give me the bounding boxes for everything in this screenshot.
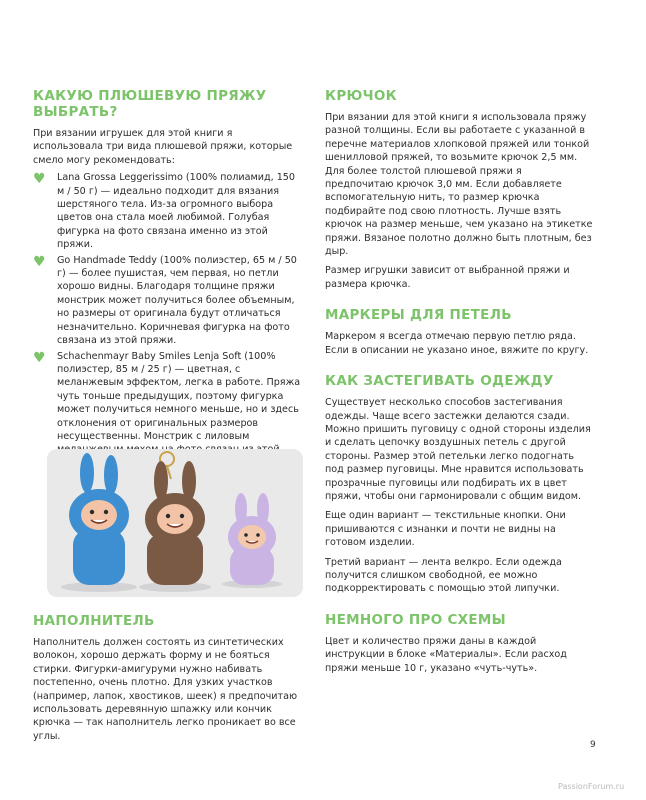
left-column — [33, 88, 305, 472]
hook-heading: КРЮЧОК — [325, 88, 397, 104]
markers-text: Маркером я всегда отмечаю первую петлю ряда. Если в описании не указано иное, вяжите по кругу. — [325, 331, 589, 356]
right-column — [325, 88, 593, 675]
brown-toy — [145, 461, 205, 585]
list-item — [33, 254, 305, 348]
clothes-section — [325, 373, 593, 596]
lilac-toy — [228, 493, 276, 585]
clothes-heading: КАК ЗАСТЕГИВАТЬ ОДЕЖДУ — [325, 373, 554, 390]
schemes-text: Цвет и количество пряжи даны в каждой инструкции в блоке «Материалы». Если расход пряжи меньше 10 г, указано «чуть-чуть». — [325, 635, 567, 674]
toys-illustration — [47, 449, 303, 597]
page-number: 9 — [590, 740, 596, 750]
list-item — [33, 171, 305, 251]
hook-paragraph: При вязании для этой книги я использовала пряжу разной толщины. Если вы работаете с указанной в перечне материалов хлопковой пряжей или тонкой шенилловой пряжей, то возьмите крючок 2,5 мм. Для более толстой плюшевой пряжи я предпочитаю крючок 3,0 мм. Если добавляете вспомогательную нить, то размер крючка подбирайте под свою плотность. Лучше взять крючок на размер меньше, чем указано на этикетке пряжи. Вязаное полотно должно быть плотным, без дыр. — [325, 112, 593, 258]
filler-heading: НАПОЛНИТЕЛЬ — [33, 613, 155, 629]
markers-heading: МАРКЕРЫ ДЛЯ ПЕТЕЛЬ — [325, 307, 512, 324]
toys-photo — [47, 449, 303, 597]
hook-section — [325, 88, 593, 291]
schemes-section — [325, 612, 593, 675]
yarn-list — [33, 171, 305, 470]
yarn-section — [33, 88, 305, 470]
heart-icon: ♥ — [33, 349, 46, 366]
yarn-heading: КАКУЮ ПЛЮШЕВУЮ ПРЯЖУ ВЫБРАТЬ? — [33, 88, 267, 120]
clothes-paragraph: Третий вариант — лента велкро. Если одежда получится слишком свободной, ее можно подкорректировать с помощью этой липучки. — [325, 556, 562, 595]
yarn-item-text: Schachenmayr Baby Smiles Lenja Soft (100% полиэстер, 85 м / 25 г) — цветная, с меланжевым эффектом, легка в работе. Пряжа чуть тоньше предыдущих, поэтому фигурка может получиться немного меньше, но и здесь отклонения от оригинальных размеров несущественны. Монстрик с лиловым — [57, 350, 301, 442]
blue-toy — [69, 453, 129, 585]
filler-section — [33, 613, 305, 743]
filler-text: Наполнитель должен состоять из синтетических волокон, хорошо держать форму и не бояться стирки. Фигурки-амигуруми нужно набивать постепенно, очень плотно. Для узких участков (например, лапок, хвостиков, шеек) я предпочитаю использовать деревянную шпажку или кончик крючка — так наполнитель легко проникает во все углы. — [33, 637, 298, 742]
schemes-heading: НЕМНОГО ПРО СХЕМЫ — [325, 611, 506, 628]
heart-icon: ♥ — [33, 253, 46, 270]
yarn-item-text: Lana Grossa Leggerissimo (100% полиамид, 150 м / 50 г) — идеально подходит для вязания шерстяного тела. Из-за огромного выбора цветов она стала моей любимой. Голубая фигурка на фото связана именно из этой пряжи. — [57, 172, 296, 251]
heart-icon: ♥ — [33, 171, 46, 188]
clothes-paragraph: Существует несколько способов застегивания одежды. Чаще всего застежки делаются сзади. Можно пришить пуговицу с одной стороны изделия и сделать цепочку воздушных петель с другой стороны. Размер этой петельки легко подогнать под размер пуговицы. Мне нравится использовать прозрачные пуговицы или подбирать их в цвет пряжи, чтобы они гармонировали с общим видом. — [325, 397, 591, 502]
clothes-paragraph: Еще один вариант — текстильные кнопки. Они пришиваются с изнанки и почти не видны на готовом изделии. — [325, 510, 566, 549]
markers-section — [325, 307, 593, 357]
hook-paragraph: Размер игрушки зависит от выбранной пряжи и размера крючка. — [325, 265, 570, 290]
yarn-intro: При вязании игрушек для этой книги я использовала три вида плюшевой пряжи, которые смело могу рекомендовать: — [33, 128, 293, 166]
yarn-item-text: Go Handmade Teddy (100% полиэстер, 65 м / 50 г) — более пушистая, чем первая, но петли хорошо видны. Благодаря толщине пряжи монстрик может получиться более объемным, но размеры от оригинала будут отличаться незначительно. Коричневая фигурка на фото связана из этой пряжи. — [57, 254, 297, 347]
watermark: PassionForum.ru — [558, 782, 625, 791]
